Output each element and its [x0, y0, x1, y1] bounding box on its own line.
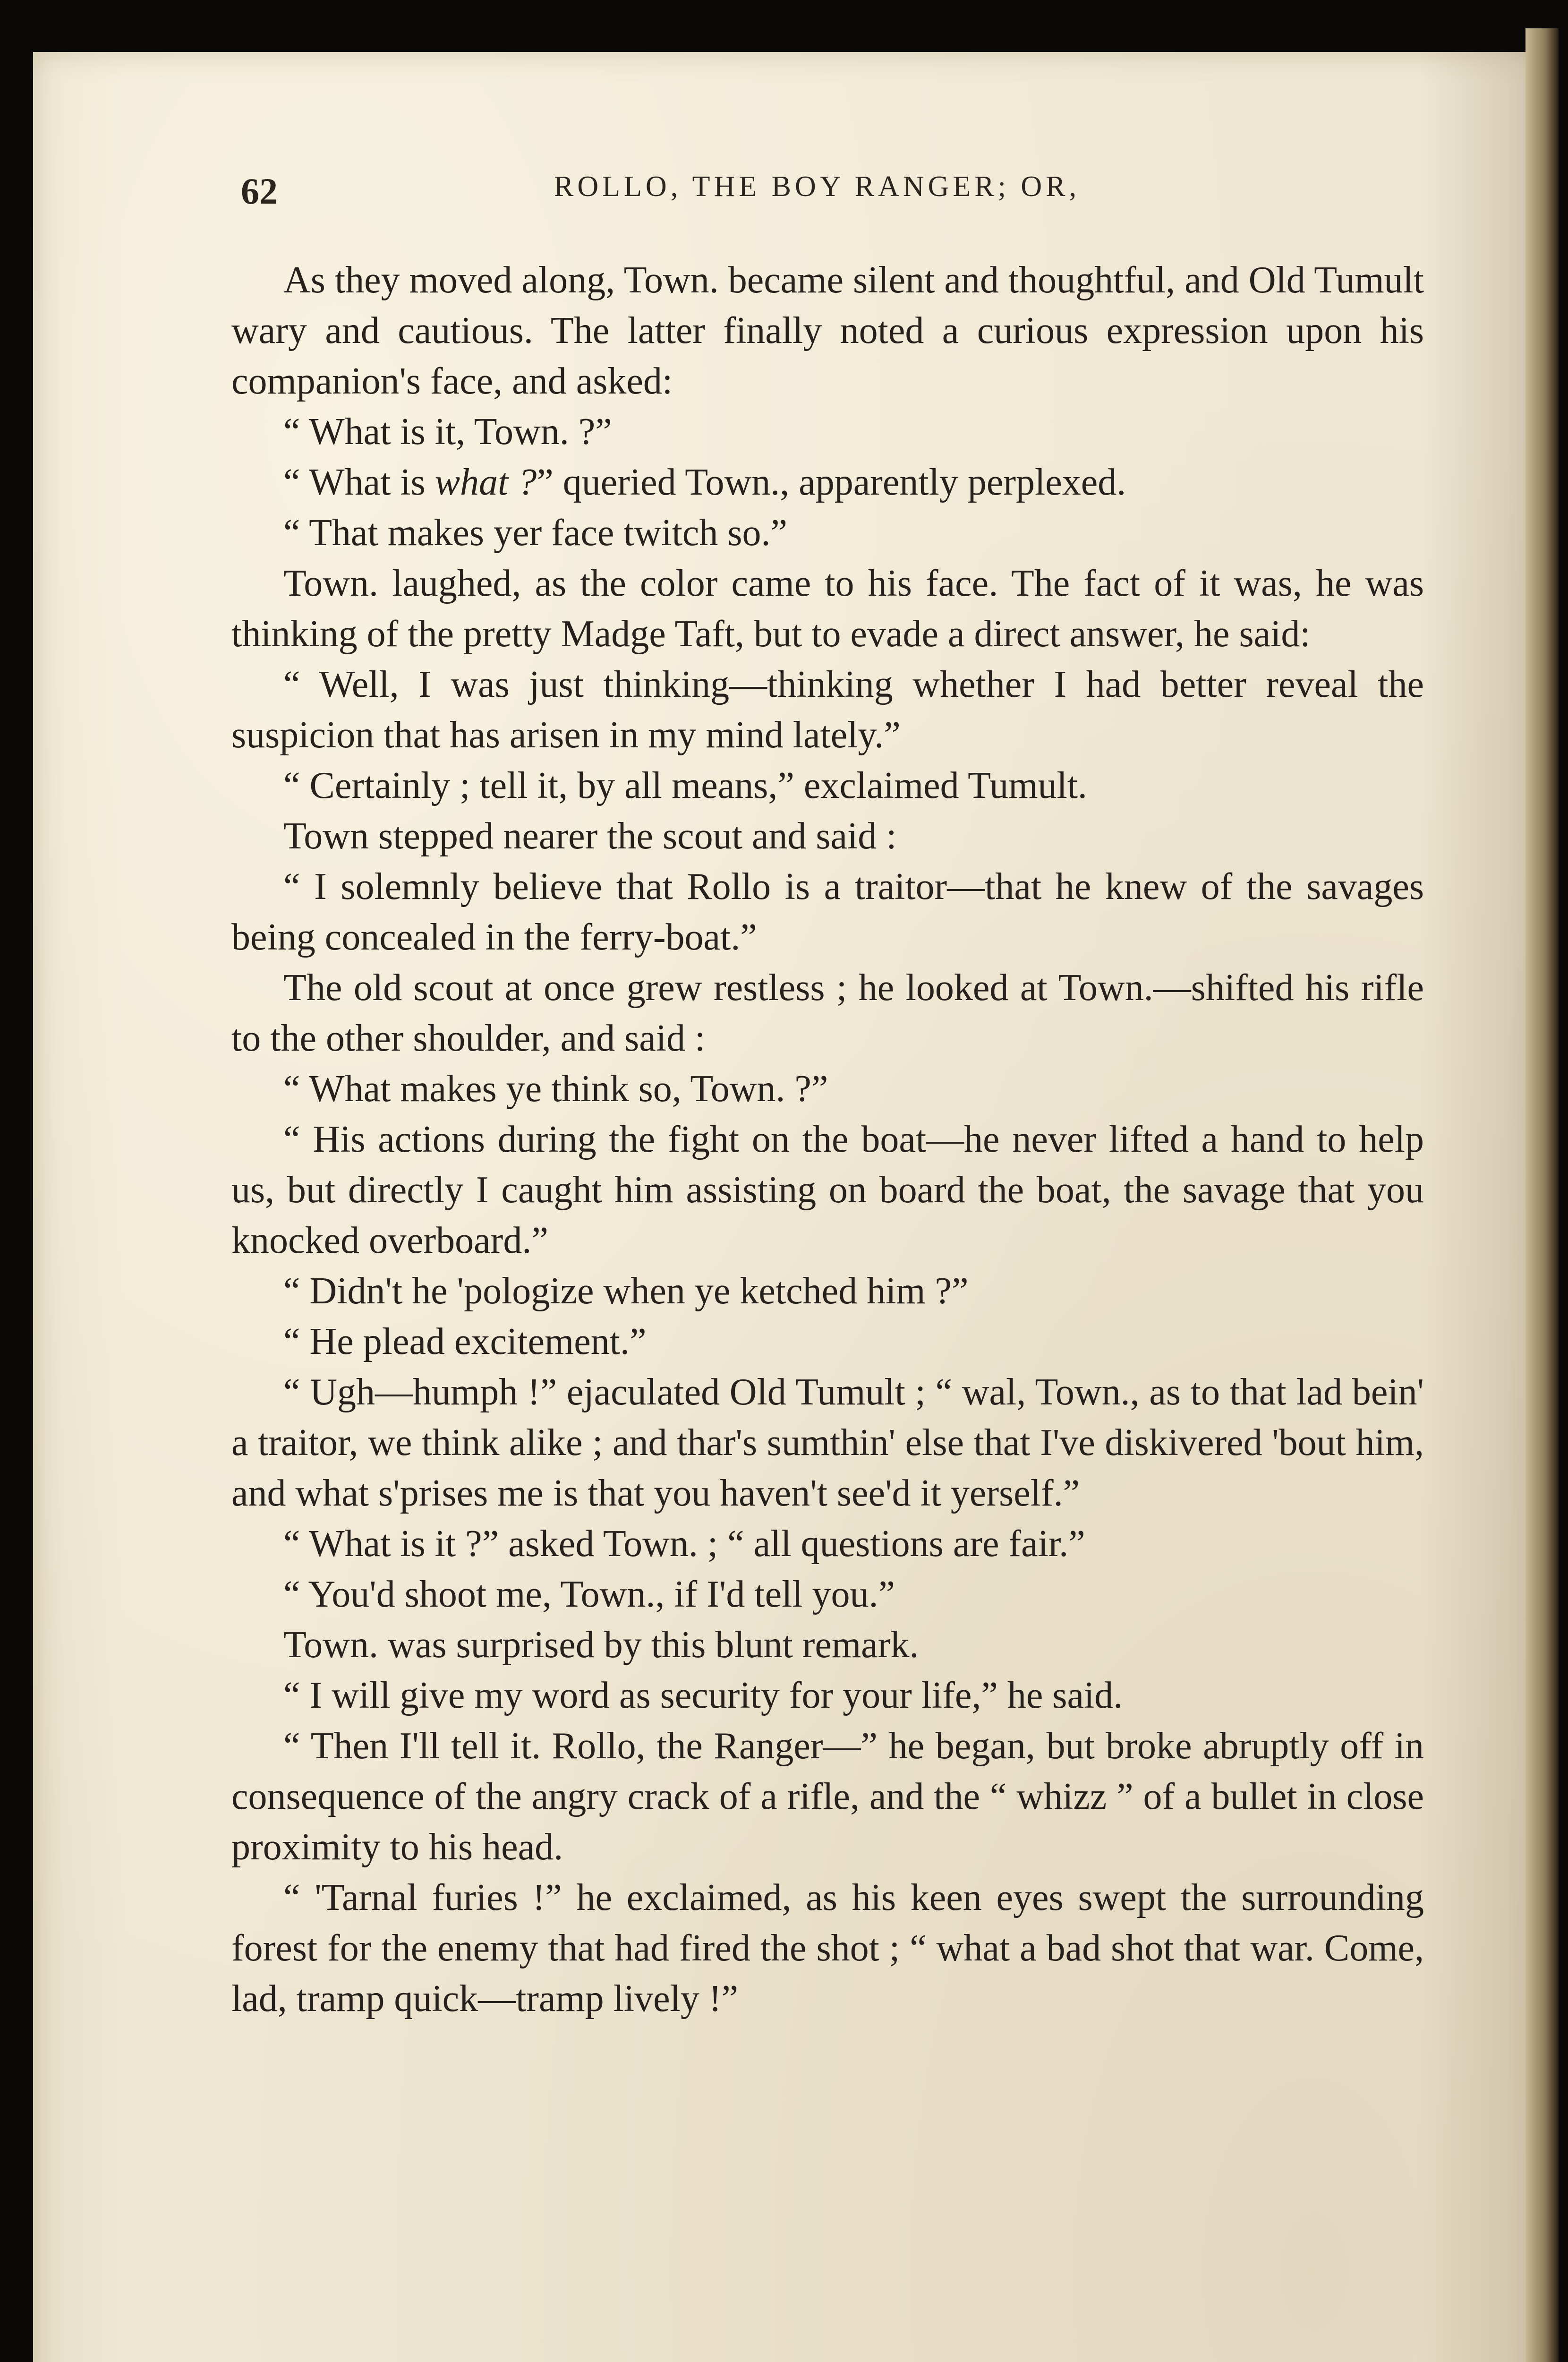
paragraph: “ What is it, Town. ?”	[283, 411, 612, 453]
paragraph: “ Ugh—humph !” ejaculated Old Tumult ; “ wal, Town., as to that lad bein' a traitor, we think alike ; and thar's sumthin' else that I've diskivered 'bout him, and what s'prises me is that you haven't see'd it yerself.”	[231, 1371, 1424, 1514]
paragraph: “ You'd shoot me, Town., if I'd tell you.”	[283, 1574, 895, 1615]
paragraph: “ Then I'll tell it. Rollo, the Ranger—” he began, but broke abruptly off in consequence of the angry crack of a rifle, and the “ whizz ” of a bullet in close proximity to his head.	[231, 1725, 1424, 1868]
body-text	[231, 255, 1424, 2024]
paragraph: “ What makes ye think so, Town. ?”	[283, 1068, 828, 1110]
page-header	[203, 118, 1431, 212]
paragraph: “ His actions during the fight on the boat—he never lifted a hand to help us, but directly I caught him assisting on board the boat, the savage that you knocked overboard.”	[231, 1119, 1424, 1261]
paragraph: “ What is it ?” asked Town. ; “ all questions are fair.”	[283, 1523, 1085, 1565]
paragraph-start: “ What is	[283, 462, 435, 503]
paragraph: Town. laughed, as the color came to his face. The fact of it was, he was thinking of the pretty Madge Taft, but to evade a direct answer, he said:	[231, 563, 1424, 655]
paragraph: As they moved along, Town. became silent and thoughtful, and Old Tumult wary and cautious. The latter finally noted a curious expression upon his companion's face, and asked:	[231, 259, 1424, 402]
paragraph: “ Well, I was just thinking—thinking whether I had better reveal the suspicion that has arisen in my mind lately.”	[231, 664, 1424, 756]
page-number: 62	[241, 171, 278, 212]
paragraph: The old scout at once grew restless ; he looked at Town.—shifted his rifle to the other shoulder, and said :	[231, 967, 1424, 1059]
paragraph: “ Certainly ; tell it, by all means,” exclaimed Tumult.	[283, 765, 1087, 806]
italic-word: what ?	[435, 462, 537, 503]
running-head: ROLLO, THE BOY RANGER; OR,	[554, 171, 1080, 203]
paragraph: Town. was surprised by this blunt remark.	[283, 1624, 919, 1666]
paragraph-end: ” queried Town., apparently perplexed.	[537, 462, 1126, 503]
book-gutter	[1525, 28, 1559, 2362]
paragraph: “ 'Tarnal furies !” he exclaimed, as his keen eyes swept the surrounding forest for the enemy that had fired the shot ; “ what a bad shot that war. Come, lad, tramp quick—tramp lively !”	[231, 1877, 1424, 2020]
paragraph: “ He plead excitement.”	[283, 1321, 647, 1362]
paragraph: Town stepped nearer the scout and said :	[283, 815, 897, 857]
paragraph: “ I will give my word as security for your life,” he said.	[283, 1675, 1123, 1716]
paragraph	[231, 457, 1424, 508]
paragraph: “ I solemnly believe that Rollo is a traitor—that he knew of the savages being concealed in the ferry-boat.”	[231, 866, 1424, 958]
paragraph: “ That makes yer face twitch so.”	[283, 512, 787, 554]
paragraph: “ Didn't he 'pologize when ye ketched him ?”	[283, 1270, 969, 1312]
